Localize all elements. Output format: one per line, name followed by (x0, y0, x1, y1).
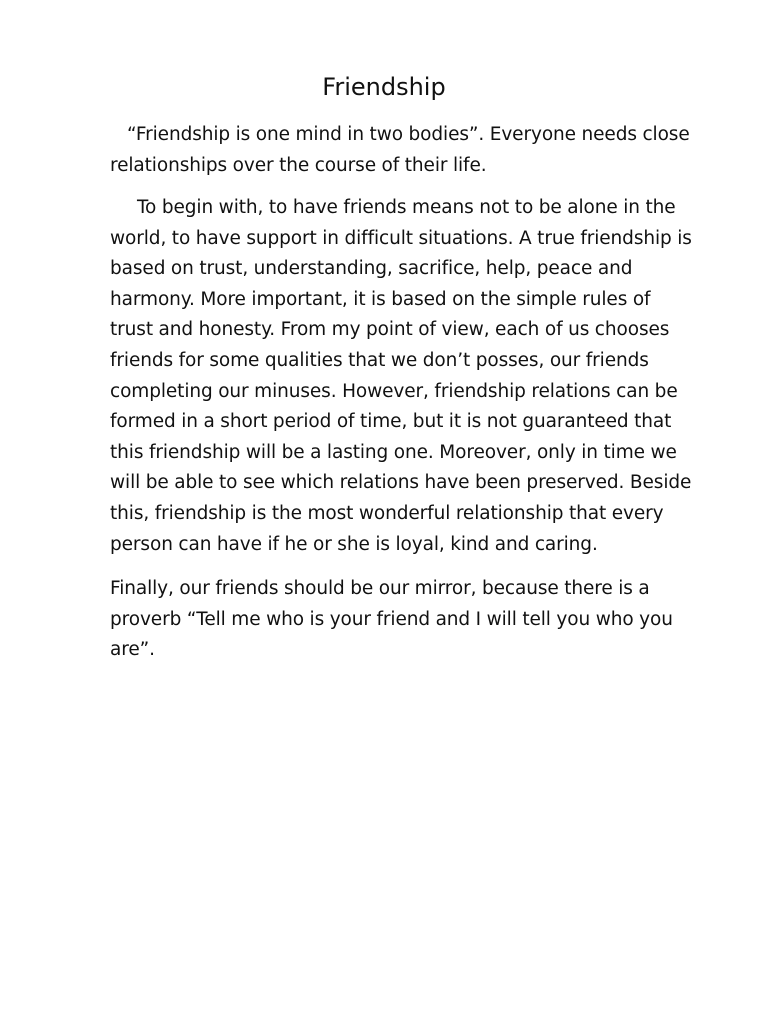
paragraph-intro (110, 120, 726, 181)
text-line: are”. (110, 639, 155, 661)
text-line: To begin with, to have friends means not to be alone in the (137, 197, 676, 218)
text-line: trust and honesty. From my point of view, each of us chooses (110, 319, 670, 341)
text-line: completing our minuses. However, friendship relations can be (110, 380, 678, 402)
text-line: world, to have support in difficult situations. A true friendship is (110, 227, 692, 249)
text-line: formed in a short period of time, but it is not guaranteed that (110, 411, 672, 433)
paragraph-body (110, 193, 726, 560)
text-line: proverb “Tell me who is your friend and I will tell you who you (110, 608, 673, 630)
text-line: based on trust, understanding, sacrifice, help, peace and (110, 258, 633, 280)
text-line: harmony. More important, it is based on the simple rules of (110, 288, 651, 310)
text-line: this friendship will be a lasting one. Moreover, only in time we (110, 441, 677, 463)
text-line: this, friendship is the most wonderful relationship that every (110, 502, 664, 524)
text-line: friends for some qualities that we don’t posses, our friends (110, 349, 649, 371)
paragraph-conclusion (110, 574, 726, 666)
text-line: Finally, our friends should be our mirror, because there is a (110, 578, 650, 599)
text-line: will be able to see which relations have been preserved. Beside (110, 472, 692, 494)
text-line: person can have if he or she is loyal, kind and caring. (110, 533, 598, 555)
text-line: relationships over the course of their life. (110, 154, 487, 176)
text-line: “Friendship is one mind in two bodies”. Everyone needs close (127, 124, 690, 145)
document-title: Friendship (322, 73, 446, 101)
